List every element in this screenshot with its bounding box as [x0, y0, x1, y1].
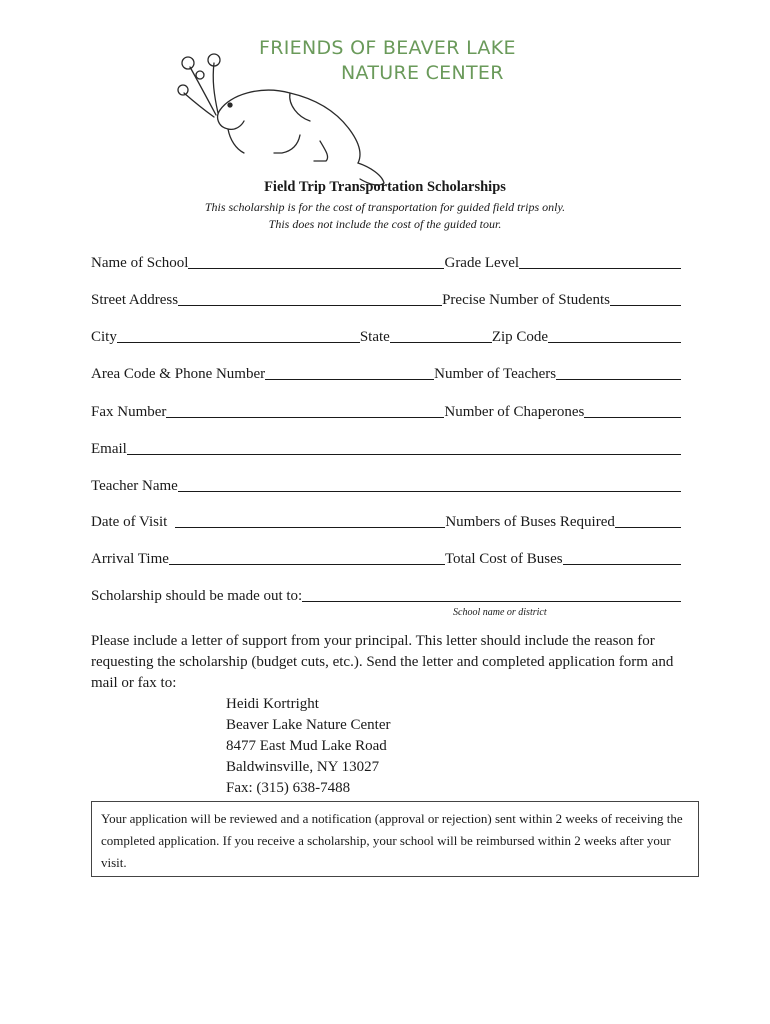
arrival-time-field[interactable]: [169, 564, 445, 565]
label-name-of-school: Name of School: [91, 255, 189, 271]
label-payable-to: Scholarship should be made out to:: [91, 588, 303, 604]
label-arrival-time: Arrival Time: [91, 551, 169, 567]
org-name-line1: FRIENDS OF BEAVER LAKE: [259, 37, 516, 59]
payable-to-field[interactable]: [302, 601, 681, 602]
mailing-address: [226, 694, 391, 799]
row-city: [91, 326, 681, 346]
label-number-of-teachers: Number of Teachers: [434, 366, 557, 382]
number-of-students-field[interactable]: [610, 305, 681, 306]
name-of-school-field[interactable]: [188, 268, 444, 269]
state-field[interactable]: [390, 342, 492, 343]
label-number-of-students: Precise Number of Students: [442, 292, 610, 308]
row-address: [91, 289, 681, 309]
row-school: [91, 252, 681, 272]
label-fax-number: Fax Number: [91, 404, 167, 420]
street-address-field[interactable]: [178, 305, 442, 306]
city-field[interactable]: [117, 342, 360, 343]
label-zip-code: Zip Code: [491, 329, 549, 345]
form-subtitle-1: This scholarship is for the cost of transportation for guided field trips only.: [204, 200, 566, 214]
number-of-chaperones-field[interactable]: [584, 417, 681, 418]
address-line: Beaver Lake Nature Center: [226, 717, 391, 733]
label-email: Email: [91, 441, 127, 457]
row-payable: [91, 585, 681, 605]
date-of-visit-field[interactable]: [175, 527, 445, 528]
email-field[interactable]: [127, 454, 681, 455]
review-notice-box: [91, 801, 699, 877]
grade-level-field[interactable]: [519, 268, 681, 269]
fax-number-field[interactable]: [166, 417, 444, 418]
label-number-of-buses: Numbers of Buses Required: [445, 514, 615, 530]
label-total-cost: Total Cost of Buses: [444, 551, 563, 567]
instructions-paragraph: Please include a letter of support from your principal. This letter should include the reason for requesting the scholarship (budget cuts, etc.). Send the letter and completed application form and mail or fax to:: [91, 633, 674, 691]
label-teacher-name: Teacher Name: [91, 478, 178, 494]
org-name-line2: NATURE CENTER: [341, 62, 504, 84]
number-of-teachers-field[interactable]: [556, 379, 681, 380]
row-email: [91, 438, 681, 458]
number-of-buses-field[interactable]: [615, 527, 681, 528]
address-line: 8477 East Mud Lake Road: [226, 738, 387, 754]
label-state: State: [359, 329, 390, 345]
total-cost-field[interactable]: [563, 564, 681, 565]
label-date-of-visit: Date of Visit: [91, 514, 168, 530]
teacher-name-field[interactable]: [178, 491, 681, 492]
address-line: Baldwinsville, NY 13027: [226, 759, 380, 775]
form-subtitle-2: This does not include the cost of the guided tour.: [268, 217, 502, 231]
label-city: City: [91, 329, 117, 345]
label-phone: Area Code & Phone Number: [91, 366, 266, 382]
address-line: Fax: (315) 638-7488: [226, 780, 351, 796]
phone-field[interactable]: [265, 379, 434, 380]
row-arrival: [91, 548, 681, 568]
label-grade-level: Grade Level: [444, 255, 520, 271]
address-line: Heidi Kortright: [226, 696, 319, 712]
zip-code-field[interactable]: [548, 342, 681, 343]
label-street-address: Street Address: [91, 292, 179, 308]
form-title: Field Trip Transportation Scholarships: [264, 179, 506, 195]
row-visit-date: [91, 511, 681, 531]
payable-to-hint: School name or district: [453, 607, 547, 618]
review-notice-text: Your application will be reviewed and a notification (approval or rejection) sent within 2 weeks of receiving the completed application. If you receive a scholarship, your school will be reimbursed within 2 weeks after your visit.: [101, 811, 683, 870]
row-fax: [91, 401, 681, 421]
row-teacher: [91, 475, 681, 495]
row-phone: [91, 363, 681, 383]
label-number-of-chaperones: Number of Chaperones: [444, 404, 585, 420]
